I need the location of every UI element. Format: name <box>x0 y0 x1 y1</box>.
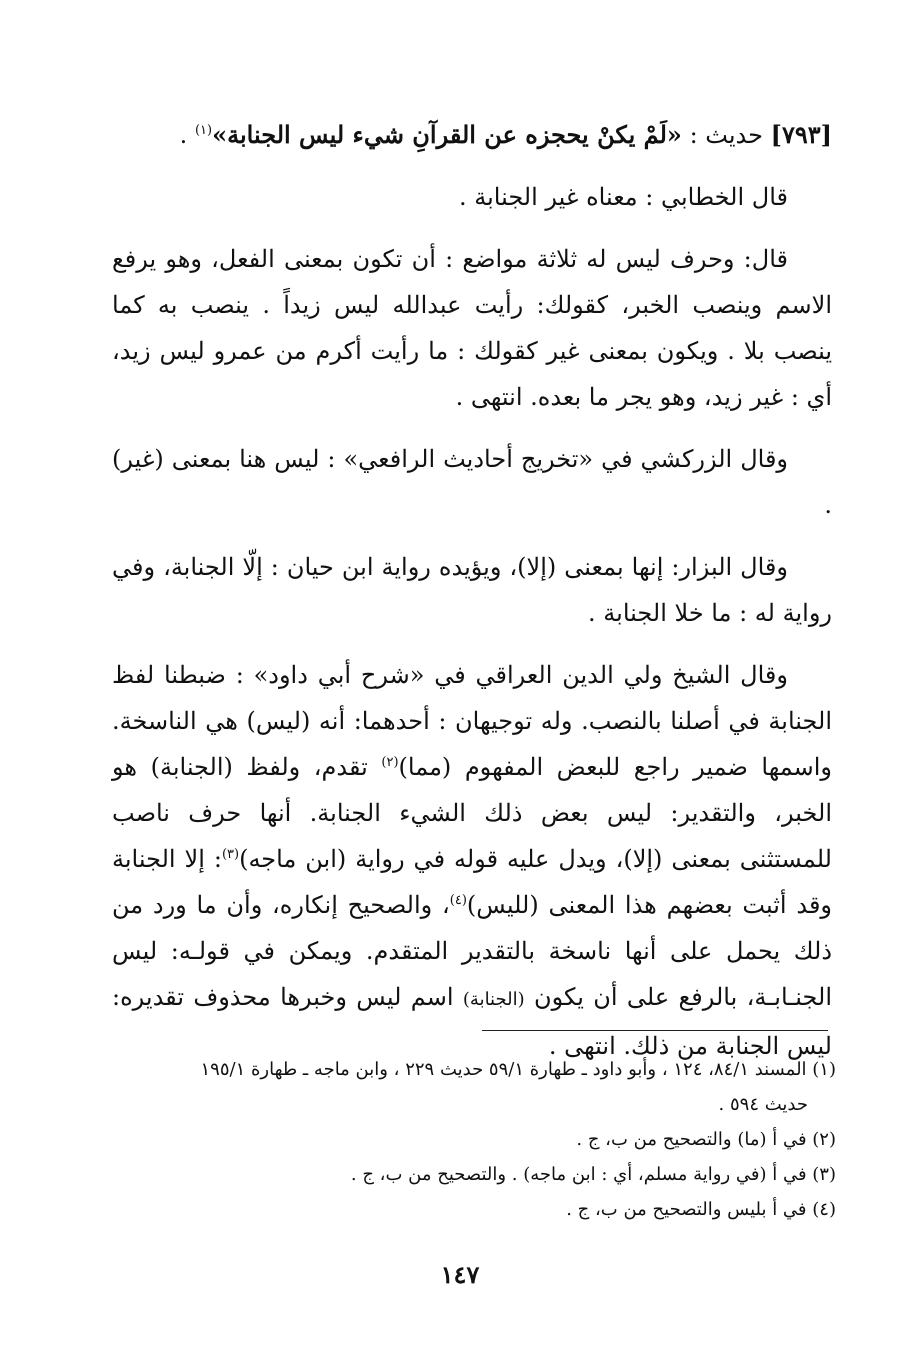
footnote-3: (٣) في أ (في رواية مسلم، أي : ابن ماجه) . والتصحيح من ب، ج . <box>350 1164 836 1185</box>
footnote-2: (٢) في أ (ما) والتصحيح من ب، ج . <box>576 1129 836 1150</box>
main-text <box>112 112 832 1085</box>
page-number: ١٤٧ <box>440 1260 480 1289</box>
paragraph-laysa-meanings: قال: وحرف ليس له ثلاثة مواضع : أن تكون بمعنى الفعل، وهو يرفع الاسم وينصب الخبر، كقولك: رأيت عبدالله ليس زيداً . ينصب به كما ينصب بلا . ويكون بمعنى غير كقولك : ما رأيت أكرم من عمرو ليس زيد، أي : غير زيد، وهو يجر ما بعده. انتهى . <box>112 245 832 411</box>
paragraph-khattabi: قال الخطابي : معناه غير الجنابة . <box>458 183 788 211</box>
hadith-text: «لَمْ يكنْ يحجزه عن القرآنِ شيء ليس الجنابة» <box>212 120 682 149</box>
paragraph-iraqi-small-term: (الجنابة) <box>462 989 525 1010</box>
hadith-number: [٧٩٣] <box>770 120 832 149</box>
paragraph-iraqi-part-d: ، والصحيح إنكاره، وأن ما ورد من ذلك يحمل على أنها ناسخة بالتقدير المتقدم. ويمكن في قولـه: ليس الجنـابـة، بالرفع على أن يكون <box>112 891 833 1011</box>
paragraph-zarkashi: وقال الزركشي في «تخريج أحاديث الرافعي» : ليس هنا بمعنى (غير) . <box>112 445 832 519</box>
paragraph-iraqi-part-b: تقدم، ولفظ (الجنابة) هو الخبر، والتقدير: ليس بعض ذلك الشيء الجنابة. أنها حرف ناصب للمستثنى بمعنى (إلا)، ويدل عليه قوله في رواية (ابن ماجه) <box>112 753 832 873</box>
footnote-4: (٤) في أ بليس والتصحيح من ب، ج . <box>566 1199 836 1220</box>
paragraph-iraqi <box>112 652 832 1069</box>
footnote-ref-3: (٣) <box>221 847 240 862</box>
hadith-end: . <box>179 121 188 149</box>
footnote-1-continued: حديث ٥٩٤ . <box>718 1094 808 1115</box>
paragraph-bazzar: وقال البزار: إنها بمعنى (إلا)، ويؤيده رواية ابن حيان : إلّا الجنابة، وفي رواية له : ما خلا الجنابة . <box>112 553 832 627</box>
paragraph-iraqi-part-a: وقال الشيخ ولي الدين العراقي في «شرح أبي داود» : ضبطنا لفظ الجنابة في أصلنا بالنصب. وله توجيهان : أحدهما: أنه (ليس) هي الناسخة. واسمها ضمير راجع للبعض المفهوم (مما) <box>112 661 833 781</box>
footnote-divider <box>482 1030 828 1031</box>
hadith-heading <box>112 112 832 158</box>
footnote-ref-2: (٢) <box>381 755 399 770</box>
paragraph-iraqi-part-c: : إلا الجنابة وقد أثبت بعضهم هذا المعنى (لليس) <box>112 845 833 919</box>
footnote-ref-4: (٤) <box>449 893 467 908</box>
footnote-ref-1: (١) <box>194 123 213 138</box>
footnotes <box>112 1052 836 1227</box>
paragraph-iraqi-part-e: اسم ليس وخبرها محذوف تقديره: ليس الجنابة من ذلك. انتهى . <box>112 983 832 1060</box>
hadith-intro: حديث : <box>689 121 763 149</box>
footnote-1: (١) المسند ٨٤/١، ١٢٤ ، وأبو داود ـ طهارة ٥٩/١ حديث ٢٢٩ ، وابن ماجه ـ طهارة ١٩٥/١ <box>200 1059 836 1080</box>
